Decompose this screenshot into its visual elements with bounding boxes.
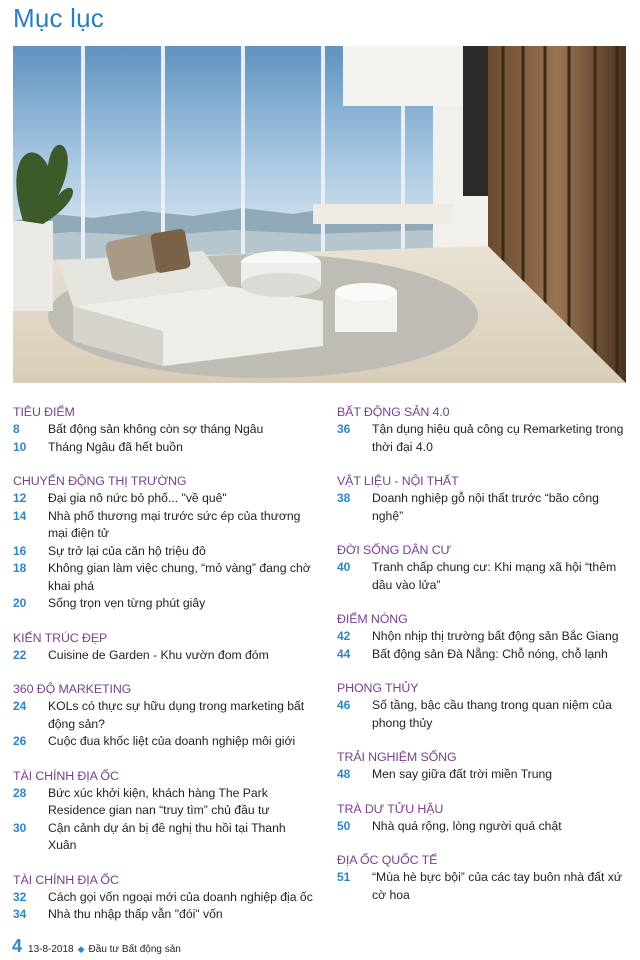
footer-publication: Đầu tư Bất động sản bbox=[88, 944, 181, 955]
section-heading: TÀI CHÍNH ĐỊA ỐC bbox=[13, 872, 119, 887]
toc-section bbox=[337, 852, 627, 904]
entry-page-number: 24 bbox=[13, 699, 27, 713]
toc-entry[interactable] bbox=[13, 906, 313, 924]
entry-title: Nhà phố thương mại trước sức ép của thương mại điện tử bbox=[48, 508, 301, 540]
entry-title: Bất động sản không còn sợ tháng Ngâu bbox=[48, 422, 264, 436]
entry-page-number: 50 bbox=[337, 818, 351, 833]
section-heading: TIÊU ĐIỂM bbox=[13, 405, 75, 419]
toc-section bbox=[337, 749, 627, 784]
toc-section bbox=[337, 801, 627, 836]
entry-page-number: 28 bbox=[13, 785, 27, 800]
toc-entry[interactable] bbox=[13, 647, 313, 665]
entry-page-number: 32 bbox=[13, 889, 27, 904]
entry-page-number: 20 bbox=[13, 596, 27, 610]
entry-title: Bất động sản Đà Nẵng: Chỗ nóng, chỗ lạnh bbox=[372, 646, 608, 661]
entry-page-number: 12 bbox=[13, 491, 27, 505]
section-heading: ĐỜI SỐNG DÂN CƯ bbox=[337, 543, 452, 557]
section-heading: PHONG THỦY bbox=[337, 681, 419, 695]
entry-title: Men say giữa đất trời miền Trung bbox=[372, 767, 553, 781]
toc-section bbox=[337, 404, 627, 456]
entry-page-number: 10 bbox=[13, 439, 27, 454]
toc-entry[interactable] bbox=[13, 733, 313, 751]
entry-page-number: 26 bbox=[13, 734, 27, 748]
entry-title: Đại gia nô nức bỏ phố... "về quê" bbox=[48, 491, 227, 505]
entry-title: Tháng Ngâu đã hết buồn bbox=[48, 439, 183, 454]
toc-entry[interactable] bbox=[13, 698, 313, 733]
entry-page-number: 42 bbox=[337, 629, 351, 643]
section-heading: ĐỊA ỐC QUỐC TẾ bbox=[337, 853, 438, 867]
toc-section bbox=[13, 872, 313, 924]
toc-entry[interactable] bbox=[13, 508, 313, 543]
toc-section bbox=[13, 630, 313, 665]
section-heading: TRÀ DƯ TỬU HẬU bbox=[337, 801, 444, 816]
entry-title: Doanh nghiệp gỗ nội thất trước “bão công nghệ” bbox=[372, 491, 599, 523]
entry-title: Số tầng, bậc cầu thang trong quan niệm của phong thủy bbox=[372, 698, 612, 730]
entry-page-number: 51 bbox=[337, 870, 351, 884]
toc-entry[interactable] bbox=[337, 646, 627, 664]
section-heading: BẤT ĐỘNG SẢN 4.0 bbox=[337, 405, 450, 419]
entry-title: Nhà thu nhập thấp vẫn "đói" vốn bbox=[48, 907, 223, 921]
entry-title: Bức xúc khởi kiện, khách hàng The Park Residence gian nan “truy tìm” chủ đầu tư bbox=[48, 785, 270, 817]
section-heading: 360 ĐỘ MARKETING bbox=[13, 682, 132, 696]
entry-title: “Mùa hè bực bội” của các tay buôn nhà đất xứ cờ hoa bbox=[372, 870, 623, 902]
entry-page-number: 30 bbox=[13, 820, 27, 835]
entry-page-number: 18 bbox=[13, 561, 27, 575]
diamond-icon: ◆ bbox=[77, 944, 85, 954]
hero-image bbox=[13, 46, 626, 383]
section-heading: TÀI CHÍNH ĐỊA ỐC bbox=[13, 768, 119, 783]
section-heading: ĐIỂM NÓNG bbox=[337, 612, 408, 626]
entry-page-number: 22 bbox=[13, 647, 27, 662]
entry-title: Sự trở lại của căn hộ triệu đô bbox=[48, 543, 206, 558]
toc-entry[interactable] bbox=[337, 766, 627, 784]
section-heading: TRẢI NGHIỆM SỐNG bbox=[337, 750, 457, 764]
toc-entry[interactable] bbox=[13, 820, 313, 855]
toc-section bbox=[13, 681, 313, 751]
toc-section bbox=[13, 768, 313, 855]
toc-entry[interactable] bbox=[13, 785, 313, 820]
entry-title: KOLs có thực sự hữu dụng trong marketing bất động sản? bbox=[48, 699, 305, 731]
toc-section bbox=[13, 404, 313, 456]
entry-title: Cuộc đua khốc liệt của doanh nghiệp môi giới bbox=[48, 734, 296, 748]
toc-entry[interactable] bbox=[13, 543, 313, 561]
toc-section bbox=[337, 542, 627, 594]
entry-page-number: 14 bbox=[13, 508, 27, 523]
entry-page-number: 44 bbox=[337, 646, 351, 661]
entry-title: Cách gọi vốn ngoại mới của doanh nghiệp địa ốc bbox=[48, 889, 313, 904]
toc-entry[interactable] bbox=[13, 421, 313, 439]
toc-entry[interactable] bbox=[337, 490, 627, 525]
toc-entry[interactable] bbox=[337, 628, 627, 646]
entry-page-number: 8 bbox=[13, 422, 20, 436]
entry-title: Tranh chấp chung cư: Khi mạng xã hội “thêm dầu vào lửa” bbox=[372, 560, 617, 592]
toc-entry[interactable] bbox=[337, 559, 627, 594]
toc-section bbox=[337, 680, 627, 732]
entry-page-number: 16 bbox=[13, 543, 27, 558]
entry-title: Sống trọn vẹn từng phút giây bbox=[48, 596, 206, 610]
toc-entry[interactable] bbox=[13, 889, 313, 907]
toc-entry[interactable] bbox=[337, 869, 627, 904]
toc-section bbox=[337, 473, 627, 525]
section-heading: VẬT LIỆU - NỘI THẤT bbox=[337, 474, 459, 488]
section-heading: CHUYỂN ĐỘNG THỊ TRƯỜNG bbox=[13, 474, 187, 488]
toc-left-column bbox=[13, 404, 313, 941]
entry-title: Cận cảnh dự án bị đề nghị thu hồi tại Thanh Xuân bbox=[48, 820, 286, 852]
entry-title: Nhà quá rộng, lòng người quá chật bbox=[372, 818, 562, 833]
entry-page-number: 36 bbox=[337, 422, 351, 436]
toc-entry[interactable] bbox=[337, 421, 627, 456]
toc-entry[interactable] bbox=[337, 818, 627, 836]
entry-page-number: 38 bbox=[337, 491, 351, 505]
toc-entry[interactable] bbox=[337, 697, 627, 732]
toc-entry[interactable] bbox=[13, 560, 313, 595]
page-footer bbox=[12, 936, 181, 957]
entry-page-number: 34 bbox=[13, 907, 27, 921]
toc-section bbox=[337, 611, 627, 663]
toc-entry[interactable] bbox=[13, 439, 313, 457]
toc-section bbox=[13, 473, 313, 613]
page-title: Mục lục bbox=[13, 3, 104, 33]
section-heading: KIẾN TRÚC ĐẸP bbox=[13, 630, 108, 645]
toc-entry[interactable] bbox=[13, 490, 313, 508]
entry-title: Không gian làm việc chung, “mỏ vàng” đang chờ khai phá bbox=[48, 561, 311, 593]
entry-page-number: 46 bbox=[337, 698, 351, 712]
toc-entry[interactable] bbox=[13, 595, 313, 613]
toc-right-column bbox=[337, 404, 627, 921]
footer-page-number: 4 bbox=[12, 936, 23, 956]
footer-date: 13-8-2018 bbox=[28, 944, 74, 955]
entry-page-number: 40 bbox=[337, 560, 351, 574]
entry-title: Tận dụng hiệu quả công cụ Remarketing trong thời đại 4.0 bbox=[372, 422, 624, 454]
entry-title: Nhộn nhịp thị trường bất động sản Bắc Giang bbox=[372, 629, 619, 643]
entry-page-number: 48 bbox=[337, 767, 351, 781]
entry-title: Cuisine de Garden - Khu vườn đom đóm bbox=[48, 647, 269, 662]
